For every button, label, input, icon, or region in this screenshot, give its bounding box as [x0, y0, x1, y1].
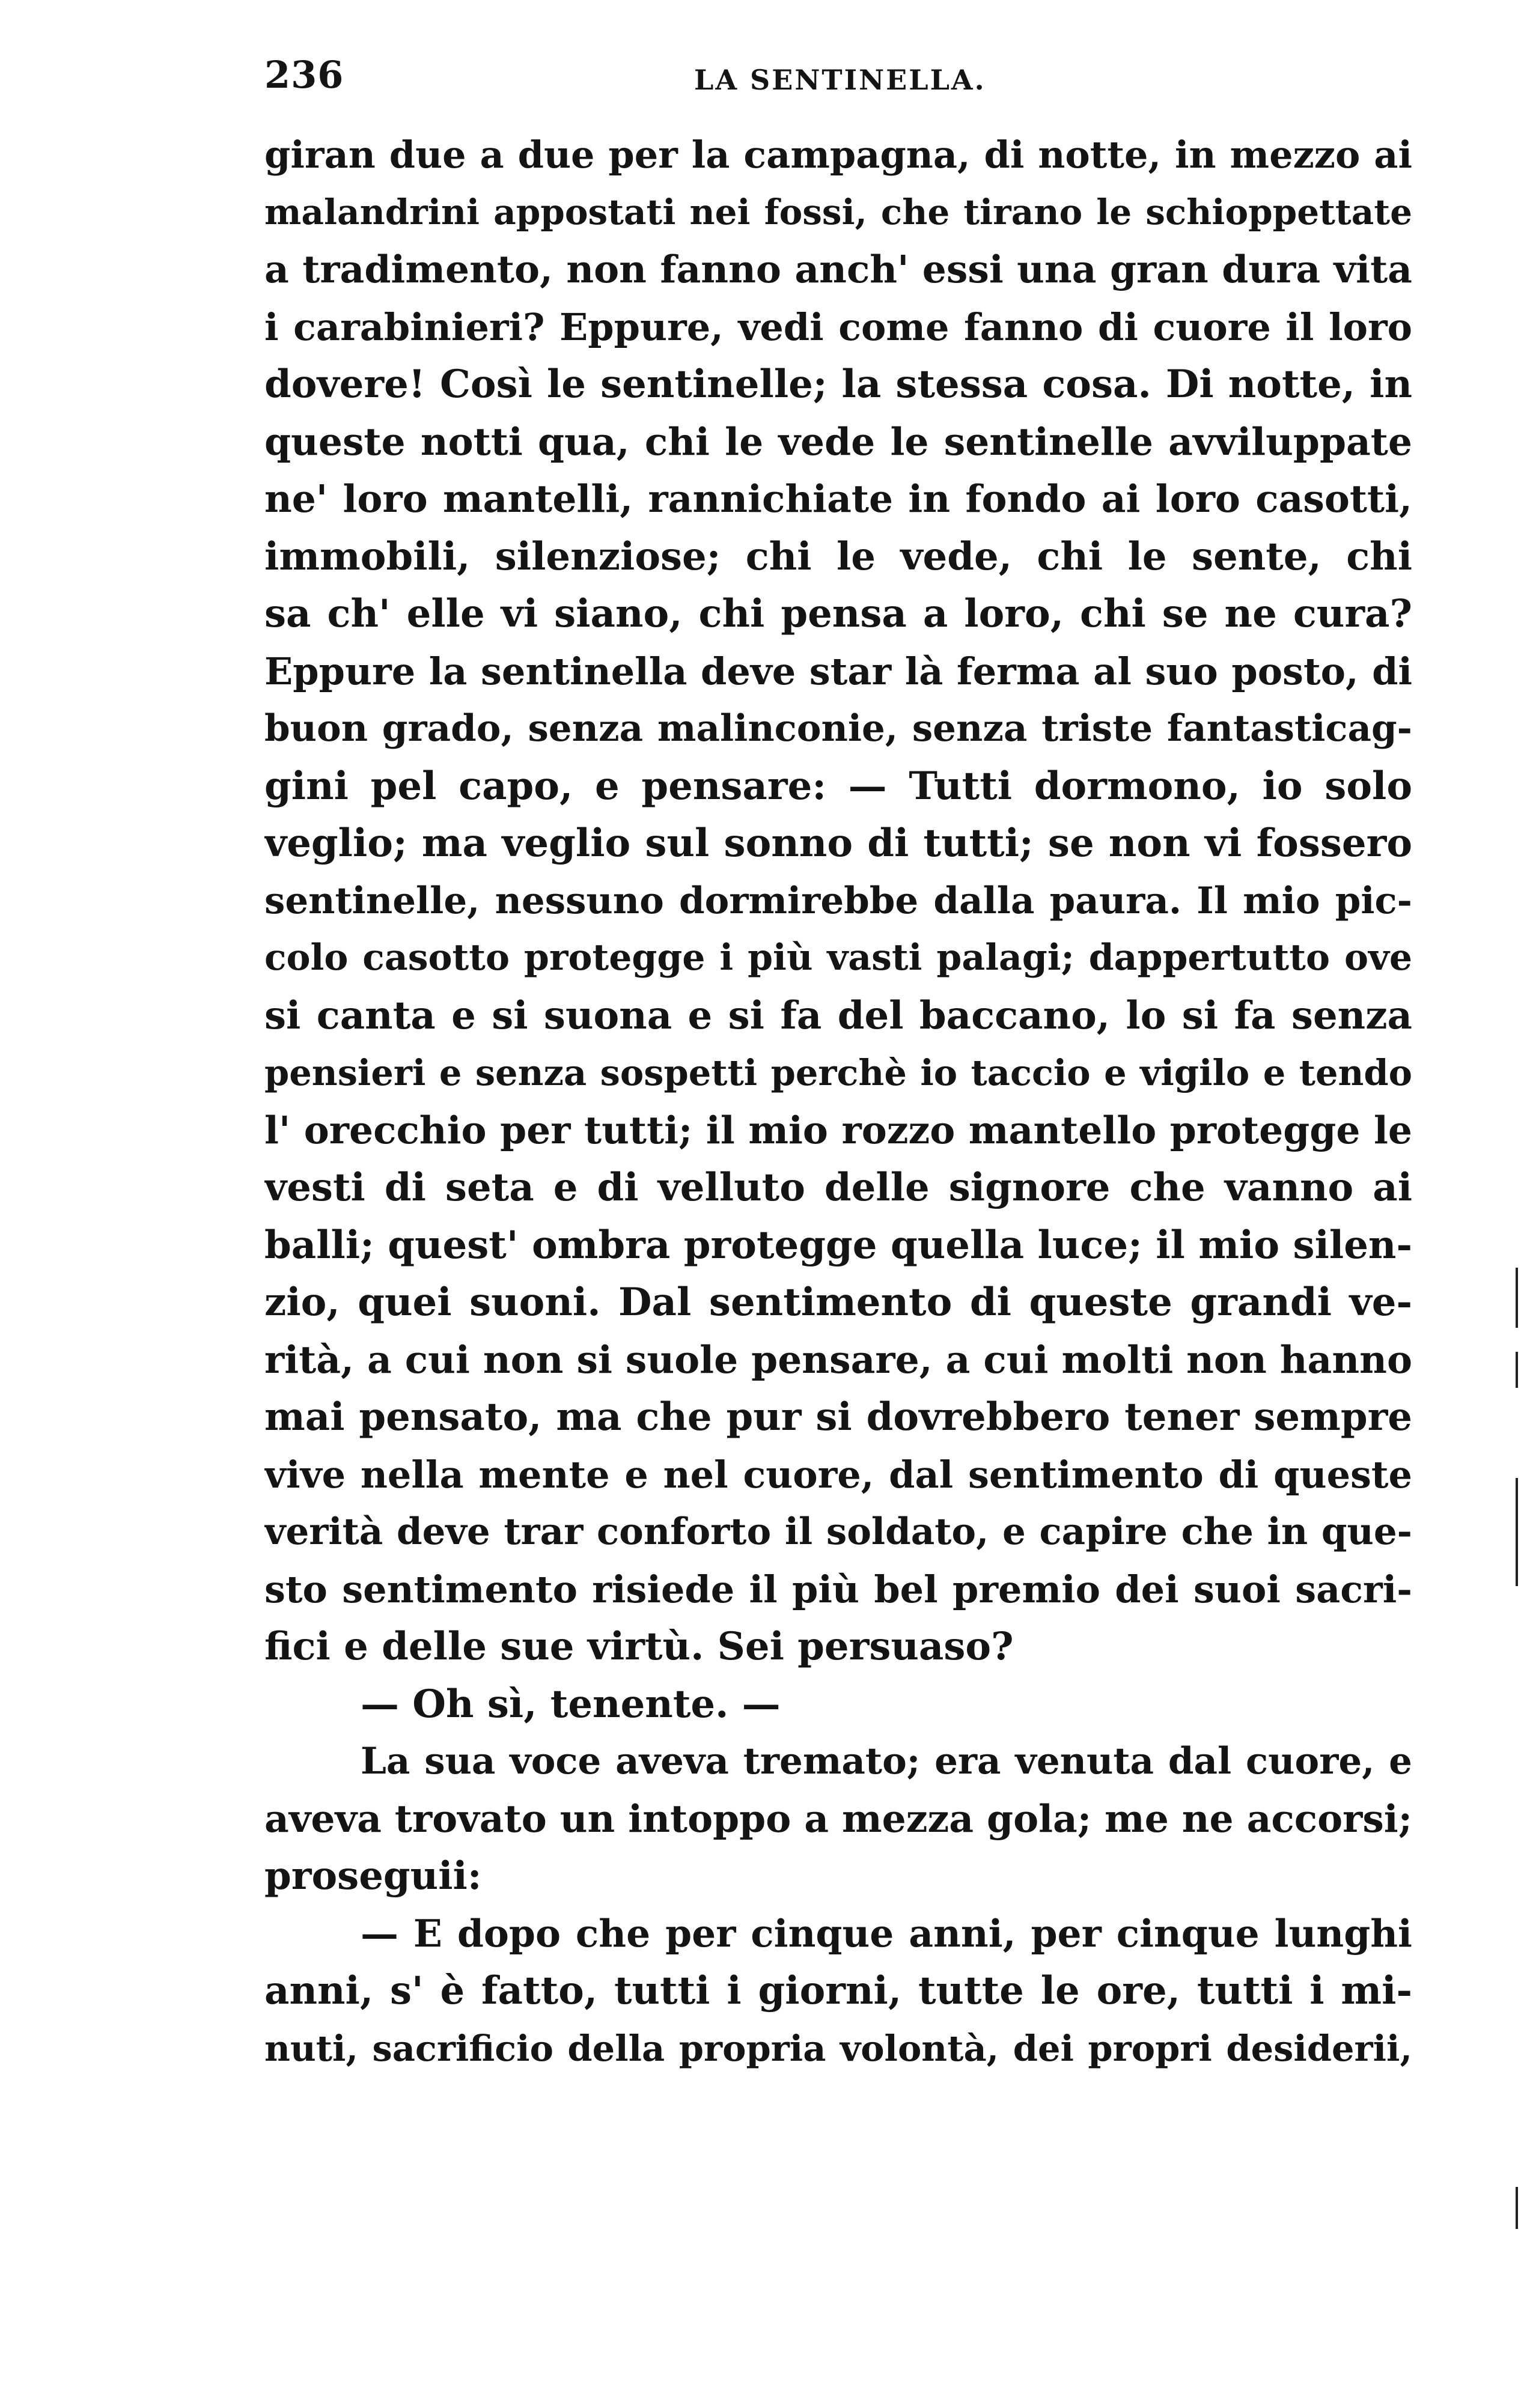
text-line: sentinelle, nessuno dormirebbe dalla paura. Il mio pic- — [264, 879, 1412, 922]
text-line: sto sentimento risiede il più bel premio dei suoi sacri- — [264, 1567, 1412, 1611]
text-line: aveva trovato un intoppo a mezza gola; me ne accorsi; — [264, 1796, 1412, 1841]
text-line: colo casotto protegge i più vasti palagi; dappertutto ove — [264, 937, 1412, 979]
scan-edge-mark — [1516, 1352, 1518, 1388]
text-line: rità, a cui non si suole pensare, a cui molti non hanno — [264, 1337, 1412, 1382]
text-line: nuti, sacrificio della propria volontà, dei propri desiderii, — [264, 2027, 1412, 2069]
text-line: anni, s' è fatto, tutti i giorni, tutte le ore, tutti i mi- — [264, 1968, 1412, 2013]
text-line: sa ch' elle vi siano, chi pensa a loro, chi se ne cura? — [264, 591, 1412, 636]
text-line: gini pel capo, e pensare: — Tutti dormono, io solo — [264, 763, 1412, 809]
scan-edge-mark — [1516, 1268, 1518, 1328]
scan-edge-mark — [1516, 1478, 1518, 1586]
text-line: vive nella mente e nel cuore, dal sentimento di queste — [264, 1452, 1412, 1497]
text-line: mai pensato, ma che pur si dovrebbero tener sempre — [264, 1394, 1412, 1440]
text-line: giran due a due per la campagna, di notte, in mezzo ai — [264, 133, 1412, 177]
paragraph-start-line: La sua voce aveva tremato; era venuta dal cuore, e — [361, 1740, 1412, 1783]
text-line: balli; quest' ombra protegge quella luce; il mio silen- — [264, 1222, 1412, 1268]
page-header — [264, 53, 1412, 107]
text-line: malandrini appostati nei fossi, che tirano le schioppettate — [264, 191, 1412, 233]
body-text — [264, 126, 1412, 2077]
running-title: LA SENTINELLA. — [694, 64, 986, 96]
text-line: ne' loro mantelli, rannichiate in fondo ai loro casotti, — [264, 476, 1412, 521]
paragraph-end-line: fici e delle sue virtù. Sei persuaso? — [264, 1624, 1014, 1669]
page-number: 236 — [264, 53, 344, 97]
text-line: queste notti qua, chi le vede le sentinelle avviluppate — [264, 419, 1412, 464]
dialogue-line: — Oh sì, tenente. — — [361, 1681, 781, 1727]
text-line: verità deve trar conforto il soldato, e capire che in que- — [264, 1510, 1412, 1553]
scan-edge-mark — [1516, 2187, 1518, 2229]
text-line: i carabinieri? Eppure, vedi come fanno di cuore il loro — [264, 305, 1412, 349]
text-line: vesti di seta e di velluto delle signore che vanno ai — [264, 1165, 1412, 1210]
text-line: pensieri e senza sospetti perchè io taccio e vigilo e tendo — [264, 1052, 1412, 1093]
text-line: immobili, silenziose; chi le vede, chi le sente, chi — [264, 534, 1412, 579]
text-line: l' orecchio per tutti; il mio rozzo mantello protegge le — [264, 1107, 1412, 1152]
text-line: si canta e si suona e si fa del baccano, lo si fa senza — [264, 993, 1412, 1038]
text-line: dovere! Così le sentinelle; la stessa cosa. Di notte, in — [264, 362, 1412, 407]
text-line: zio, quei suoni. Dal sentimento di queste grandi ve- — [264, 1280, 1412, 1325]
text-line: Eppure la sentinella deve star là ferma al suo posto, di — [264, 649, 1412, 693]
text-line: a tradimento, non fanno anch' essi una gran dura vita — [264, 247, 1412, 291]
text-line: veglio; ma veglio sul sonno di tutti; se non vi fossero — [264, 821, 1412, 866]
paragraph-end-line: proseguii: — [264, 1853, 482, 1899]
text-line: buon grado, senza malinconie, senza triste fantasticag- — [264, 707, 1412, 750]
paragraph-start-line: — E dopo che per cinque anni, per cinque lunghi — [361, 1911, 1412, 1956]
